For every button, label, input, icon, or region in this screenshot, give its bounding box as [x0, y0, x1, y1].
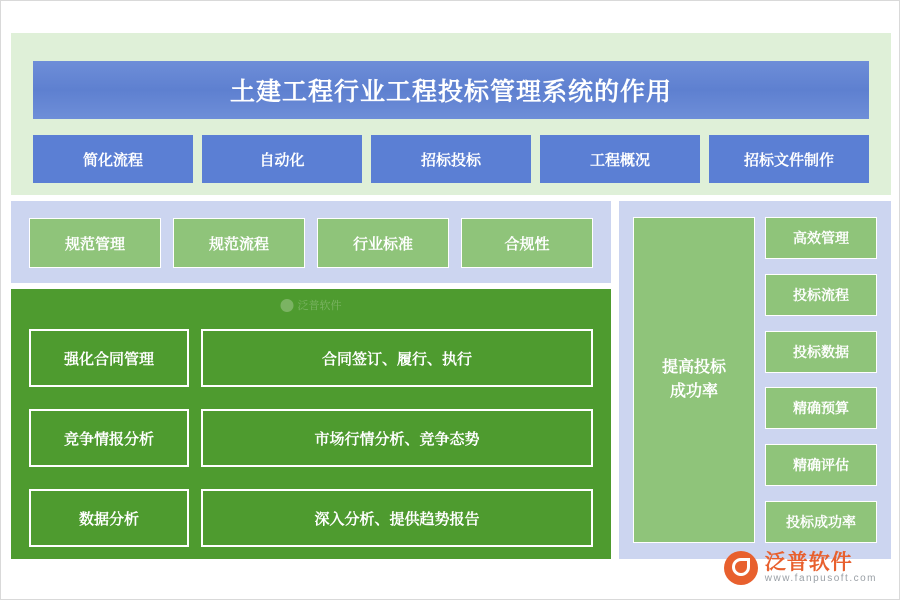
logo-name-en: www.fanpusoft.com	[764, 572, 877, 584]
right-item-accurate-budget[interactable]: 精确预算	[765, 387, 877, 429]
page-title: 土建工程行业工程投标管理系统的作用	[33, 61, 869, 119]
watermark	[281, 297, 342, 313]
norm-box-standard-management[interactable]: 规范管理	[29, 218, 161, 268]
detail-value-data-analysis[interactable]: 深入分析、提供趋势报告	[201, 489, 593, 547]
watermark-text: 泛普软件	[297, 300, 342, 312]
chip-tender-bidding[interactable]: 招标投标	[371, 135, 531, 183]
detail-row	[29, 489, 593, 547]
right-item-accurate-assessment[interactable]: 精确评估	[765, 444, 877, 486]
right-item-list	[765, 217, 877, 543]
details-panel	[11, 289, 611, 559]
norms-row	[29, 218, 593, 268]
norm-box-standard-process[interactable]: 规范流程	[173, 218, 305, 268]
detail-label-data-analysis[interactable]: 数据分析	[29, 489, 189, 547]
chip-simplify-process[interactable]: 简化流程	[33, 135, 193, 183]
bid-success-rate-line2: 成功率	[669, 383, 718, 400]
brand-logo	[724, 551, 877, 585]
right-item-bidding-process[interactable]: 投标流程	[765, 274, 877, 316]
logo-text-group	[765, 552, 877, 585]
norms-panel	[11, 201, 611, 283]
chip-tender-doc-creation[interactable]: 招标文件制作	[709, 135, 869, 183]
bid-success-rate-box[interactable]	[633, 217, 755, 543]
bid-success-rate-line1: 提高投标	[661, 359, 726, 376]
chip-automation[interactable]: 自动化	[202, 135, 362, 183]
right-item-efficient-management[interactable]: 高效管理	[765, 217, 877, 259]
top-panel	[11, 33, 891, 195]
norm-box-compliance[interactable]: 合规性	[461, 218, 593, 268]
detail-label-contract-management[interactable]: 强化合同管理	[29, 329, 189, 387]
detail-row	[29, 409, 593, 467]
detail-row	[29, 329, 593, 387]
logo-icon	[724, 551, 758, 585]
detail-label-competitive-intelligence[interactable]: 竞争情报分析	[29, 409, 189, 467]
right-panel	[619, 201, 891, 559]
detail-value-contract-management[interactable]: 合同签订、履行、执行	[201, 329, 593, 387]
right-item-bidding-data[interactable]: 投标数据	[765, 331, 877, 373]
right-item-bid-success-rate[interactable]: 投标成功率	[765, 501, 877, 543]
norm-box-industry-standard[interactable]: 行业标准	[317, 218, 449, 268]
detail-value-competitive-intelligence[interactable]: 市场行情分析、竞争态势	[201, 409, 593, 467]
top-chip-row	[33, 135, 869, 183]
logo-name-cn: 泛普软件	[764, 550, 853, 574]
chip-project-overview[interactable]: 工程概况	[540, 135, 700, 183]
watermark-icon	[281, 299, 294, 312]
